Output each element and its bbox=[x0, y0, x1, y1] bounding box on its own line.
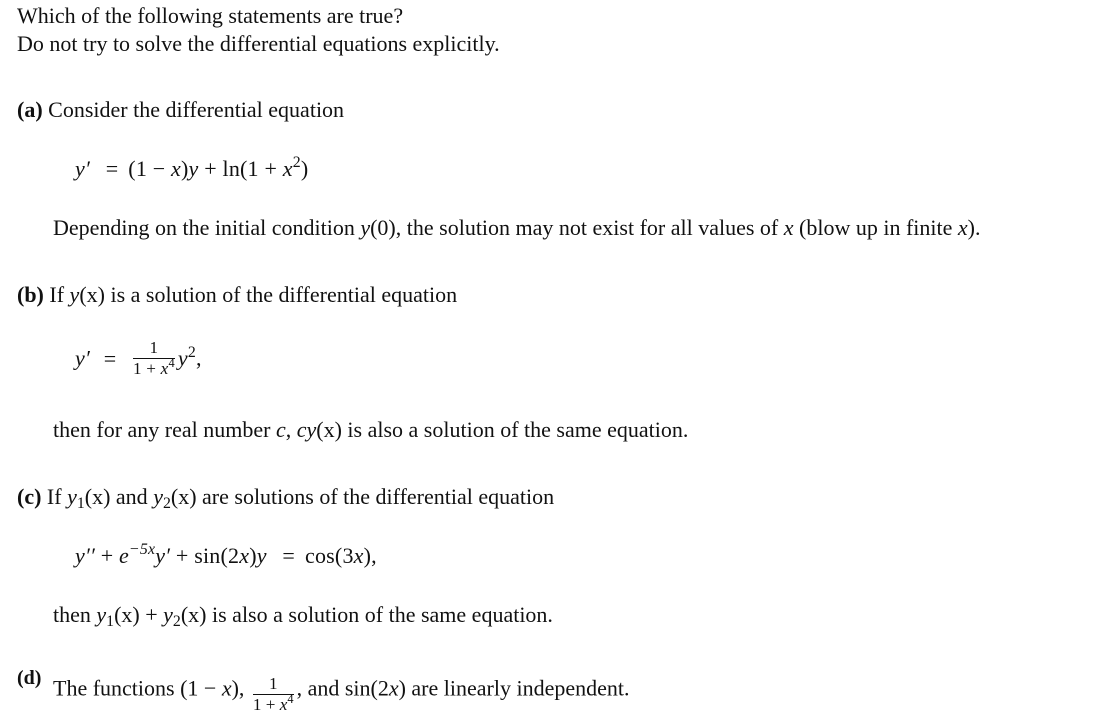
part-c-label: (c) bbox=[17, 484, 42, 509]
part-c-lead bbox=[17, 484, 555, 512]
eq-a-rhs-start: (1 − bbox=[128, 156, 172, 181]
lead-b-start: If bbox=[49, 282, 70, 307]
part-a-equation bbox=[75, 154, 309, 181]
then-b-comma: , bbox=[285, 417, 297, 442]
lead-c-y1-sub: 1 bbox=[76, 494, 85, 512]
d-text-mid: ), bbox=[231, 675, 245, 701]
d-text-end: ) are linearly independent. bbox=[398, 675, 630, 701]
then-b-cy: cy bbox=[296, 417, 317, 442]
d-text-x: x bbox=[221, 675, 232, 701]
then-c-y1: y bbox=[96, 602, 107, 627]
intro-line-1 bbox=[17, 5, 403, 27]
eq-c-cos: cos(3 bbox=[305, 543, 354, 568]
part-b-lead bbox=[17, 284, 457, 306]
then-c-y1-sub: 1 bbox=[106, 612, 115, 630]
eq-c-ypp: y′′ bbox=[75, 543, 95, 568]
eq-a-x: x bbox=[171, 156, 181, 181]
intro-question: Which of the following statements are true? bbox=[17, 3, 404, 28]
then-c-end: is also a solution of the same equation. bbox=[206, 602, 553, 627]
part-b-then bbox=[53, 419, 688, 441]
eq-c-y: y bbox=[256, 543, 267, 568]
part-d-label: (d) bbox=[17, 667, 42, 689]
cond-a-mid2: (blow up in finite bbox=[793, 215, 958, 240]
part-c-then bbox=[53, 602, 553, 630]
part-a-lead-text: Consider the differential equation bbox=[48, 97, 345, 122]
d-text-start: The functions (1 − bbox=[53, 675, 222, 701]
eq-b-sign: = bbox=[103, 345, 117, 371]
eq-c-e: e bbox=[119, 543, 129, 568]
part-d-statement bbox=[53, 671, 630, 714]
eq-c-cos-end: ), bbox=[363, 543, 377, 568]
part-a-lead bbox=[17, 99, 344, 121]
lead-c-and: and bbox=[110, 484, 154, 509]
cond-a-y-arg: (0) bbox=[370, 215, 396, 240]
eq-b-pow: 2 bbox=[187, 343, 196, 361]
eq-c-yp: y′ bbox=[155, 543, 171, 568]
d-text-and: , and sin(2 bbox=[296, 675, 389, 701]
d-den-x: x bbox=[279, 695, 288, 714]
eq-b-end: , bbox=[195, 345, 202, 371]
then-c-y2: y bbox=[163, 602, 173, 627]
lead-c-y1-arg: (x) bbox=[84, 484, 111, 509]
eq-a-close: ) bbox=[300, 156, 309, 181]
d-text-x2: x bbox=[388, 675, 399, 701]
d-frac-num: 1 bbox=[253, 675, 294, 695]
lead-b-y: y bbox=[69, 282, 80, 307]
eq-a-pow: 2 bbox=[292, 154, 301, 172]
cond-a-y: y bbox=[360, 215, 371, 240]
then-c-y2-sub: 2 bbox=[172, 612, 181, 630]
lead-c-y1: y bbox=[67, 484, 77, 509]
cond-a-start: Depending on the initial condition bbox=[53, 215, 361, 240]
d-fraction bbox=[253, 675, 294, 714]
eq-b-lhs: y′ bbox=[75, 345, 90, 371]
eq-b-den-start: 1 + bbox=[133, 359, 161, 378]
part-a-label: (a) bbox=[17, 97, 43, 122]
lead-c-start: If bbox=[46, 484, 68, 509]
then-b-end: is also a solution of the same equation. bbox=[341, 417, 689, 442]
cond-a-end: ). bbox=[967, 215, 981, 240]
eq-c-sin-x: x bbox=[239, 543, 250, 568]
d-den-start: 1 + bbox=[252, 695, 280, 714]
d-frac-den bbox=[252, 692, 294, 714]
cond-a-mid: , the solution may not exist for all values of bbox=[395, 215, 784, 240]
d-den-pow: 4 bbox=[287, 692, 294, 707]
then-c-plus: + bbox=[139, 602, 164, 627]
eq-b-frac-den bbox=[133, 356, 175, 378]
then-b-c: c bbox=[275, 417, 286, 442]
lead-c-y2-sub: 2 bbox=[162, 494, 171, 512]
eq-a-rhs-mid: ) bbox=[181, 156, 189, 181]
lead-b-end: is a solution of the differential equation bbox=[104, 282, 458, 307]
part-b-equation bbox=[75, 338, 202, 380]
eq-b-den-x: x bbox=[160, 359, 169, 378]
eq-a-y: y bbox=[188, 156, 199, 181]
eq-c-exp: −5x bbox=[128, 541, 156, 559]
then-b-start: then for any real number bbox=[53, 417, 276, 442]
eq-a-lhs: y′ bbox=[75, 156, 90, 181]
eq-c-cos-x: x bbox=[353, 543, 364, 568]
intro-instruction: Do not try to solve the differential equations explicitly. bbox=[17, 31, 500, 56]
eq-c-plus: + bbox=[95, 543, 120, 568]
eq-b-frac-num: 1 bbox=[133, 339, 175, 359]
then-c-y1-arg: (x) bbox=[114, 602, 140, 627]
intro-line-2 bbox=[17, 33, 500, 55]
then-c-start: then bbox=[53, 602, 97, 627]
eq-c-sign: = bbox=[282, 543, 295, 568]
then-b-arg: (x) bbox=[316, 417, 342, 442]
eq-a-ln: + ln(1 + bbox=[198, 156, 283, 181]
eq-c-sin: + sin(2 bbox=[170, 543, 240, 568]
eq-b-den-pow: 4 bbox=[168, 356, 175, 371]
then-c-y2-arg: (x) bbox=[180, 602, 207, 627]
part-c-equation bbox=[75, 541, 377, 568]
part-b-label: (b) bbox=[17, 282, 44, 307]
part-a-condition bbox=[53, 217, 981, 239]
eq-a-sign: = bbox=[105, 156, 119, 181]
lead-c-y2-arg: (x) bbox=[170, 484, 197, 509]
cond-a-x2: x bbox=[957, 215, 968, 240]
eq-b-y: y bbox=[177, 345, 188, 371]
lead-c-y2: y bbox=[153, 484, 163, 509]
lead-b-arg: (x) bbox=[79, 282, 105, 307]
lead-c-end: are solutions of the differential equation bbox=[196, 484, 555, 509]
eq-a-x2: x bbox=[282, 156, 293, 181]
cond-a-x: x bbox=[783, 215, 794, 240]
eq-b-fraction bbox=[133, 339, 175, 378]
eq-c-sin-close: ) bbox=[249, 543, 257, 568]
